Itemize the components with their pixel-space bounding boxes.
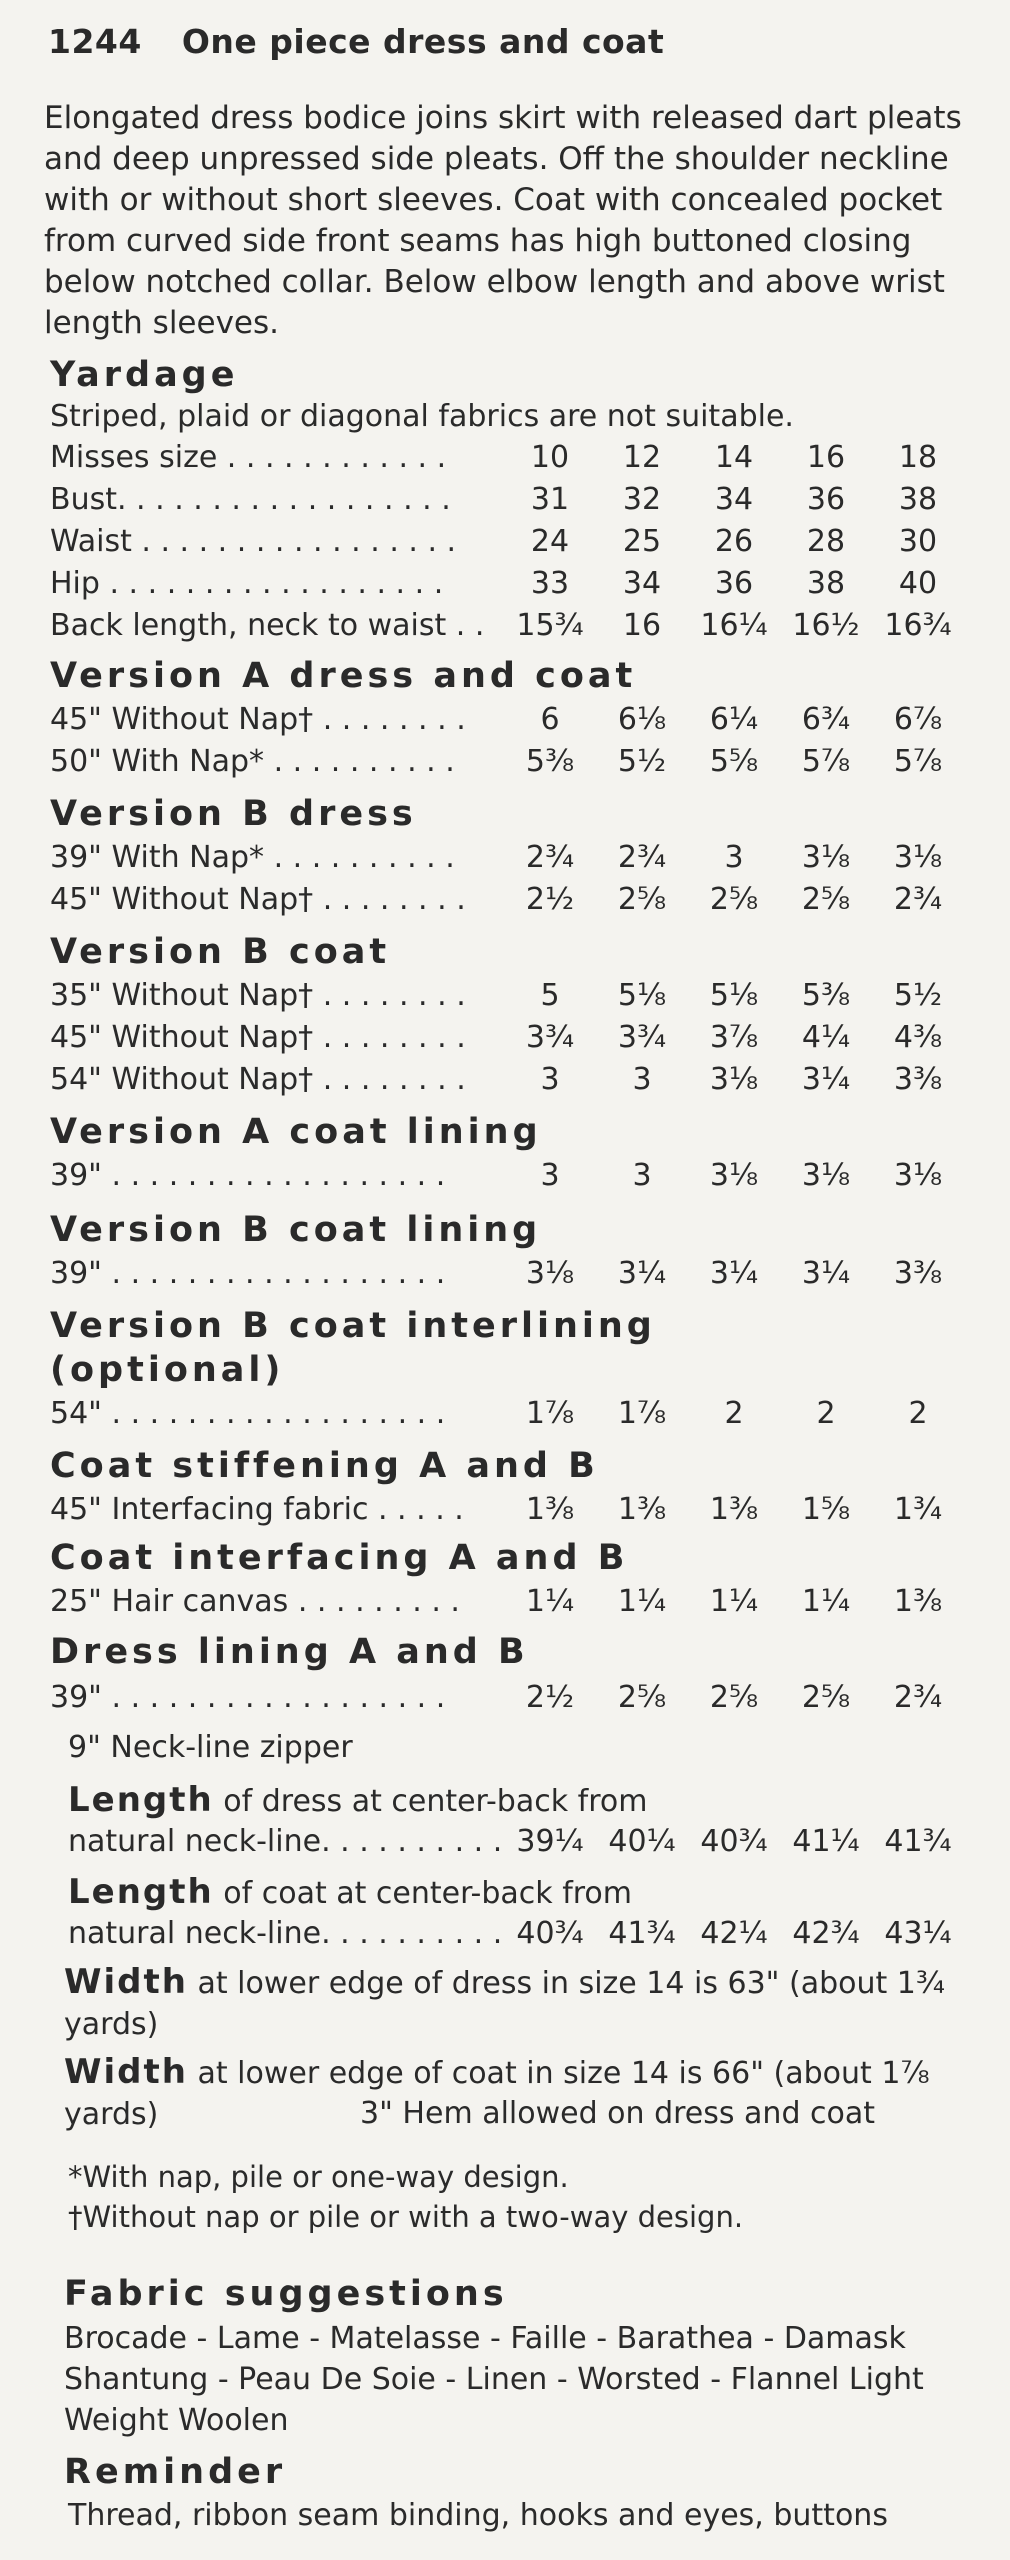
row-value: 1⅞ [525, 1396, 575, 1431]
row-label: 45" Without Nap† . . . . . . . . [50, 882, 466, 917]
row-label: Misses size . . . . . . . . . . . . [50, 440, 447, 475]
yardage-row [50, 1680, 970, 1720]
row-value: 28 [806, 524, 846, 559]
section-heading: Version B coat [50, 932, 391, 972]
row-value: 2¾ [617, 840, 667, 875]
row-value: 3⅜ [893, 1062, 943, 1097]
yardage-heading: Yardage [50, 355, 239, 395]
row-value: 32 [622, 482, 662, 517]
row-label: Back length, neck to waist . . [50, 608, 485, 643]
row-value: 38 [806, 566, 846, 601]
row-label: 39" . . . . . . . . . . . . . . . . . . [50, 1680, 446, 1715]
length-bold: Length [68, 1872, 214, 1912]
row-value: 41¾ [608, 1916, 676, 1951]
yardage-row [50, 1062, 970, 1102]
row-value: 14 [714, 440, 754, 475]
row-label: 45" Without Nap† . . . . . . . . [50, 1020, 466, 1055]
row-label: 45" Without Nap† . . . . . . . . [50, 702, 466, 737]
row-value: 12 [622, 440, 662, 475]
row-value: 2⅝ [617, 1680, 667, 1715]
section-heading: Version B dress [50, 794, 417, 834]
row-value: 5⅛ [617, 978, 667, 1013]
row-value: 6 [540, 702, 560, 737]
row-value: 42¼ [700, 1916, 768, 1951]
row-value: 3 [632, 1158, 652, 1193]
hem-note: 3" Hem allowed on dress and coat [360, 2096, 876, 2131]
row-value: 2½ [525, 1680, 575, 1715]
row-value: 3⅛ [801, 1158, 851, 1193]
yardage-row [50, 702, 970, 742]
row-value: 1⅜ [617, 1492, 667, 1527]
row-value: 5⅞ [893, 744, 943, 779]
back-length-row [50, 608, 970, 648]
row-value: 5½ [617, 744, 667, 779]
dress-length-heading [68, 1780, 968, 1820]
section-heading: Dress lining A and B [50, 1632, 529, 1672]
yardage-row [50, 1584, 970, 1624]
row-value: 40 [898, 566, 938, 601]
row-value: 3¼ [801, 1062, 851, 1097]
dress-width-text [64, 1962, 969, 2045]
footnote-nap: *With nap, pile or one-way design. [68, 2160, 569, 2194]
row-value: 42¾ [792, 1916, 860, 1951]
row-value: 2¾ [893, 882, 943, 917]
yardage-row [50, 1158, 970, 1198]
row-label: 39" . . . . . . . . . . . . . . . . . . [50, 1256, 446, 1291]
row-value: 2¾ [893, 1680, 943, 1715]
row-value: 36 [806, 482, 846, 517]
row-value: 2⅝ [801, 882, 851, 917]
section-heading: Version A coat lining [50, 1112, 542, 1152]
row-value: 6⅛ [617, 702, 667, 737]
row-value: 2⅝ [709, 1680, 759, 1715]
row-value: 5⅝ [709, 744, 759, 779]
row-label: 25" Hair canvas . . . . . . . . . [50, 1584, 460, 1619]
row-value: 2 [816, 1396, 836, 1431]
row-value: 3¾ [525, 1020, 575, 1055]
yardage-note: Striped, plaid or diagonal fabrics are not suitable. [50, 399, 794, 434]
row-value: 36 [714, 566, 754, 601]
dress-length-row [68, 1824, 988, 1864]
yardage-row [50, 1256, 970, 1296]
pattern-header [48, 22, 664, 61]
row-value: 3⅛ [525, 1256, 575, 1291]
length-rest: of dress at center-back from [213, 1784, 648, 1819]
reminder-heading: Reminder [64, 2452, 287, 2492]
footnote-without-nap: †Without nap or pile or with a two-way design. [68, 2200, 744, 2234]
row-value: 41¾ [884, 1824, 952, 1859]
fabric-list: Brocade - Lame - Matelasse - Faille - Barathea - Damask Shantung - Peau De Soie - Linen - Worsted - Flannel Light Weight Woolen [64, 2321, 924, 2438]
row-value: 43¼ [884, 1916, 952, 1951]
length-rest: of coat at center-back from [213, 1876, 633, 1911]
row-value: 1¼ [709, 1584, 759, 1619]
waist-row [50, 524, 970, 564]
row-value: 6¾ [801, 702, 851, 737]
row-value: 2¾ [525, 840, 575, 875]
row-value: 1⅝ [801, 1492, 851, 1527]
row-value: 34 [622, 566, 662, 601]
row-label: 54" Without Nap† . . . . . . . . [50, 1062, 466, 1097]
row-value: 1¼ [617, 1584, 667, 1619]
row-value: 16 [806, 440, 846, 475]
section-heading: Version B coat interlining [50, 1306, 656, 1346]
row-value: 2⅝ [801, 1680, 851, 1715]
pattern-title: One piece dress and coat [181, 22, 665, 61]
row-value: 16¼ [700, 608, 768, 643]
row-value: 1⅜ [709, 1492, 759, 1527]
row-value: 10 [530, 440, 570, 475]
width-bold: Width [64, 1962, 188, 2002]
row-value: 39¼ [516, 1824, 584, 1859]
row-value: 6¼ [709, 702, 759, 737]
row-value: 1⅜ [893, 1584, 943, 1619]
yardage-row [50, 978, 970, 1018]
row-value: 38 [898, 482, 938, 517]
row-value: 24 [530, 524, 570, 559]
section-heading-optional: (optional) [50, 1350, 285, 1390]
row-value: 30 [898, 524, 938, 559]
row-value: 1⅜ [525, 1492, 575, 1527]
coat-length-heading [68, 1872, 968, 1912]
row-value: 2⅝ [617, 882, 667, 917]
row-value: 40¾ [700, 1824, 768, 1859]
size-row [50, 440, 970, 480]
row-value: 26 [714, 524, 754, 559]
yardage-row [50, 744, 970, 784]
section-heading: Coat interfacing A and B [50, 1538, 629, 1578]
section-heading: Version B coat lining [50, 1210, 542, 1250]
row-label: Waist . . . . . . . . . . . . . . . . . [50, 524, 457, 559]
row-value: 40¼ [608, 1824, 676, 1859]
row-value: 16½ [792, 608, 860, 643]
reminder-text: Thread, ribbon seam binding, hooks and eyes, buttons [68, 2498, 888, 2533]
row-label: 39" With Nap* . . . . . . . . . . [50, 840, 455, 875]
row-value: 1¼ [801, 1584, 851, 1619]
bust-row [50, 482, 970, 522]
width-rest: at lower edge of dress in size 14 is 63" (about 1¾ yards) [64, 1966, 945, 2042]
row-value: 18 [898, 440, 938, 475]
row-value: 2 [908, 1396, 928, 1431]
row-value: 15¾ [516, 608, 584, 643]
zipper-note: 9" Neck-line zipper [68, 1730, 353, 1765]
row-label: natural neck-line. . . . . . . . . . [68, 1824, 503, 1859]
row-value: 4⅜ [893, 1020, 943, 1055]
row-value: 3⅛ [893, 1158, 943, 1193]
row-value: 16¾ [884, 608, 952, 643]
fabric-heading: Fabric suggestions [64, 2274, 508, 2314]
row-value: 3 [632, 1062, 652, 1097]
row-value: 2⅝ [709, 882, 759, 917]
yardage-row [50, 1396, 970, 1436]
row-value: 5⅜ [801, 978, 851, 1013]
row-value: 31 [530, 482, 570, 517]
row-value: 3 [540, 1158, 560, 1193]
row-value: 5⅞ [801, 744, 851, 779]
row-value: 41¼ [792, 1824, 860, 1859]
section-heading: Coat stiffening A and B [50, 1446, 599, 1486]
row-value: 3 [724, 840, 744, 875]
row-label: natural neck-line. . . . . . . . . . [68, 1916, 503, 1951]
row-label: Bust. . . . . . . . . . . . . . . . . . [50, 482, 451, 517]
row-label: 45" Interfacing fabric . . . . . [50, 1492, 464, 1527]
row-label: 39" . . . . . . . . . . . . . . . . . . [50, 1158, 446, 1193]
row-value: 3⅜ [893, 1256, 943, 1291]
row-value: 2½ [525, 882, 575, 917]
row-value: 2 [724, 1396, 744, 1431]
yardage-row [50, 1492, 970, 1532]
row-label: 50" With Nap* . . . . . . . . . . [50, 744, 455, 779]
row-value: 3¼ [617, 1256, 667, 1291]
row-value: 25 [622, 524, 662, 559]
row-value: 3⅛ [709, 1062, 759, 1097]
yardage-row [50, 840, 970, 880]
row-label: 35" Without Nap† . . . . . . . . [50, 978, 466, 1013]
row-value: 34 [714, 482, 754, 517]
yardage-row [50, 1020, 970, 1060]
row-value: 3⅛ [709, 1158, 759, 1193]
hip-row [50, 566, 970, 606]
row-value: 1¼ [525, 1584, 575, 1619]
row-value: 5⅜ [525, 744, 575, 779]
row-value: 16 [622, 608, 662, 643]
coat-length-row [68, 1916, 988, 1956]
length-bold: Length [68, 1780, 214, 1820]
row-value: 3¾ [617, 1020, 667, 1055]
width-rest: at lower edge of coat in size 14 is 66" (about 1⅞ yards) [64, 2056, 930, 2132]
row-value: 3¼ [709, 1256, 759, 1291]
row-value: 33 [530, 566, 570, 601]
yardage-row [50, 882, 970, 922]
row-value: 1¾ [893, 1492, 943, 1527]
pattern-description: Elongated dress bodice joins skirt with released dart pleats and deep unpressed side pleats. Off the shoulder neckline with or without short sleeves. Coat with concealed pocket from curved side front seams has high buttoned closing below notched collar. Below elbow length and above wrist length sleeves. [44, 100, 962, 341]
section-heading: Version A dress and coat [50, 656, 637, 696]
row-value: 3⅛ [893, 840, 943, 875]
row-value: 40¾ [516, 1916, 584, 1951]
row-value: 3⅞ [709, 1020, 759, 1055]
row-value: 5½ [893, 978, 943, 1013]
row-value: 3 [540, 1062, 560, 1097]
row-value: 5 [540, 978, 560, 1013]
width-bold: Width [64, 2052, 188, 2092]
row-label: 54" . . . . . . . . . . . . . . . . . . [50, 1396, 446, 1431]
row-value: 6⅞ [893, 702, 943, 737]
row-value: 5⅛ [709, 978, 759, 1013]
row-label: Hip . . . . . . . . . . . . . . . . . . [50, 566, 444, 601]
row-value: 3⅛ [801, 840, 851, 875]
row-value: 1⅞ [617, 1396, 667, 1431]
row-value: 4¼ [801, 1020, 851, 1055]
pattern-number: 1244 [48, 22, 142, 61]
row-value: 3¼ [801, 1256, 851, 1291]
